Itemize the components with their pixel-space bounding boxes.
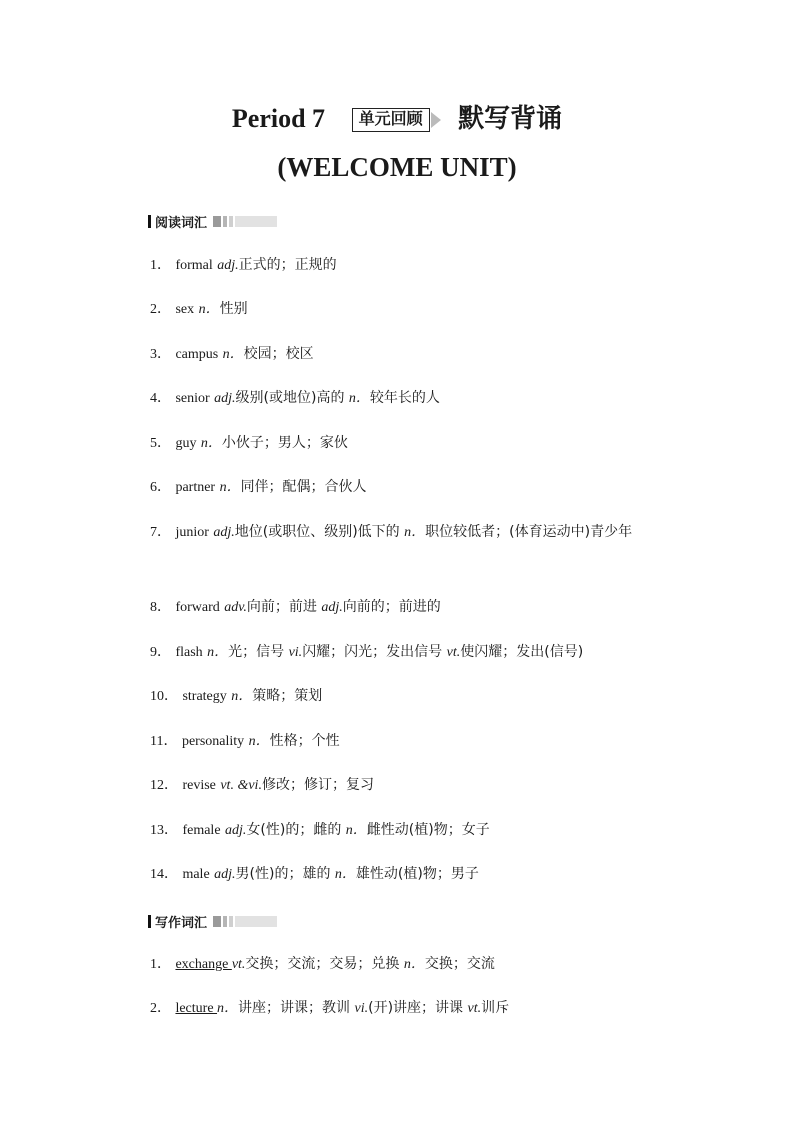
heading-bar xyxy=(148,915,151,928)
entry-word: forward xyxy=(175,600,220,615)
entry-word: formal xyxy=(175,258,213,273)
entry-number: 2． xyxy=(150,302,171,317)
subtitle: 默写背诵 xyxy=(458,104,563,133)
unit-title: (WELCOME UNIT) xyxy=(277,152,517,182)
definition: 向前；前进 xyxy=(246,599,317,615)
part-of-speech: vi. xyxy=(354,1001,369,1016)
part-of-speech: n． xyxy=(200,436,222,451)
entry-word: flash xyxy=(175,645,203,660)
definition: 交换；交流 xyxy=(424,956,495,972)
vocab-entry xyxy=(150,859,670,890)
entry-number: 1． xyxy=(150,957,171,972)
definition: 职位较低者；(体育运动中)青少年 xyxy=(425,524,633,540)
part-of-speech: vt. xyxy=(231,957,246,972)
vocab-entry xyxy=(150,637,670,668)
definition: 女(性)的；雌的 xyxy=(246,822,342,838)
definition: 光；信号 xyxy=(228,644,285,660)
definition: 向前的；前进的 xyxy=(342,599,441,615)
heading-bar xyxy=(148,215,151,228)
part-of-speech: n． xyxy=(248,734,270,749)
definition: (开)讲座；讲课 xyxy=(368,1000,464,1016)
entry-word: male xyxy=(182,867,210,882)
entry-number: 10． xyxy=(150,689,178,704)
part-of-speech: adj. xyxy=(214,867,236,882)
entry-word: guy xyxy=(175,436,197,451)
definition: 雌性动(植)物；女子 xyxy=(366,822,490,838)
definition: 闪耀；闪光；发出信号 xyxy=(302,644,443,660)
entry-word: senior xyxy=(175,391,210,406)
entry-number: 14． xyxy=(150,867,178,882)
entry-word-answer: lecture xyxy=(175,1001,218,1016)
part-of-speech: n． xyxy=(334,867,356,882)
part-of-speech: adj. xyxy=(214,391,236,406)
part-of-speech: adj. xyxy=(225,823,247,838)
entry-word-answer: exchange xyxy=(175,957,232,972)
entry-number: 12． xyxy=(150,778,178,793)
part-of-speech: n． xyxy=(207,645,229,660)
vocab-entry xyxy=(150,339,670,370)
section-title: 写作词汇 xyxy=(155,915,208,931)
entry-number: 9． xyxy=(150,645,171,660)
vocab-entry xyxy=(150,428,670,459)
part-of-speech: adv. xyxy=(224,600,247,615)
entry-number: 7． xyxy=(150,525,171,540)
vocab-entry xyxy=(150,726,670,757)
review-tag: 单元回顾 xyxy=(352,108,430,132)
definition: 级别(或地位)高的 xyxy=(235,390,345,406)
definition: 修改；修订；复习 xyxy=(261,777,374,793)
entry-number: 2． xyxy=(150,1001,171,1016)
definition: 训斥 xyxy=(481,1000,510,1016)
entry-number: 11． xyxy=(150,734,178,749)
part-of-speech: vi. xyxy=(288,645,303,660)
vocab-entry xyxy=(150,250,670,281)
part-of-speech: adj. xyxy=(217,258,239,273)
definition: 交换；交流；交易；兑换 xyxy=(245,956,400,972)
definition: 较年长的人 xyxy=(369,390,440,406)
definition: 讲座；讲课；教训 xyxy=(238,1000,351,1016)
entry-word: personality xyxy=(181,734,245,749)
entry-number: 8． xyxy=(150,600,171,615)
entry-word: campus xyxy=(175,347,219,362)
definition: 同伴；配偶；合伙人 xyxy=(240,479,367,495)
definition: 性别 xyxy=(219,301,248,317)
entry-number: 1． xyxy=(150,258,171,273)
vocab-entry xyxy=(150,383,670,414)
definition: 校园；校区 xyxy=(243,346,314,362)
part-of-speech: n． xyxy=(231,689,253,704)
vocab-entry xyxy=(150,472,670,503)
heading-decoration xyxy=(213,216,277,227)
entry-word: female xyxy=(182,823,221,838)
definition: 正式的；正规的 xyxy=(238,257,337,273)
vocab-entry xyxy=(150,949,670,980)
definition: 男(性)的；雄的 xyxy=(235,866,331,882)
part-of-speech: adj. xyxy=(213,525,235,540)
definition: 策略；策划 xyxy=(252,688,323,704)
vocab-entry xyxy=(150,517,670,548)
vocab-entry xyxy=(150,294,670,325)
entry-word: strategy xyxy=(182,689,227,704)
vocab-entry xyxy=(150,770,670,801)
vocab-entry xyxy=(150,681,670,712)
entry-word: sex xyxy=(175,302,195,317)
part-of-speech: n． xyxy=(348,391,370,406)
vocab-entry xyxy=(150,592,670,623)
part-of-speech: n． xyxy=(222,347,244,362)
definition: 雄性动(植)物；男子 xyxy=(355,866,479,882)
part-of-speech: vt. xyxy=(467,1001,482,1016)
definition: 使闪耀；发出(信号) xyxy=(460,644,584,660)
entry-number: 3． xyxy=(150,347,171,362)
definition: 性格；个性 xyxy=(269,733,340,749)
part-of-speech: n． xyxy=(403,957,425,972)
entry-word: revise xyxy=(182,778,216,793)
definition: 地位(或职位、级别)低下的 xyxy=(234,524,400,540)
heading-decoration xyxy=(213,916,277,927)
part-of-speech: vt. xyxy=(446,645,461,660)
part-of-speech: n． xyxy=(198,302,220,317)
part-of-speech: n． xyxy=(217,1001,239,1016)
part-of-speech: n． xyxy=(404,525,426,540)
section-title: 阅读词汇 xyxy=(155,215,208,231)
part-of-speech: n． xyxy=(345,823,367,838)
section-heading xyxy=(148,212,277,230)
section-heading xyxy=(148,912,277,930)
page-title xyxy=(0,98,794,135)
entry-number: 5． xyxy=(150,436,171,451)
vocab-entry xyxy=(150,815,670,846)
entry-word: partner xyxy=(175,480,216,495)
period-label: Period 7 xyxy=(231,104,326,133)
vocab-entry xyxy=(150,993,670,1024)
entry-word: junior xyxy=(175,525,209,540)
entry-number: 13． xyxy=(150,823,178,838)
part-of-speech: adj. xyxy=(321,600,343,615)
definition: 小伙子；男人；家伙 xyxy=(221,435,348,451)
part-of-speech: n． xyxy=(219,480,241,495)
part-of-speech: vt. &vi. xyxy=(220,778,262,793)
entry-number: 6． xyxy=(150,480,171,495)
entry-number: 4． xyxy=(150,391,171,406)
